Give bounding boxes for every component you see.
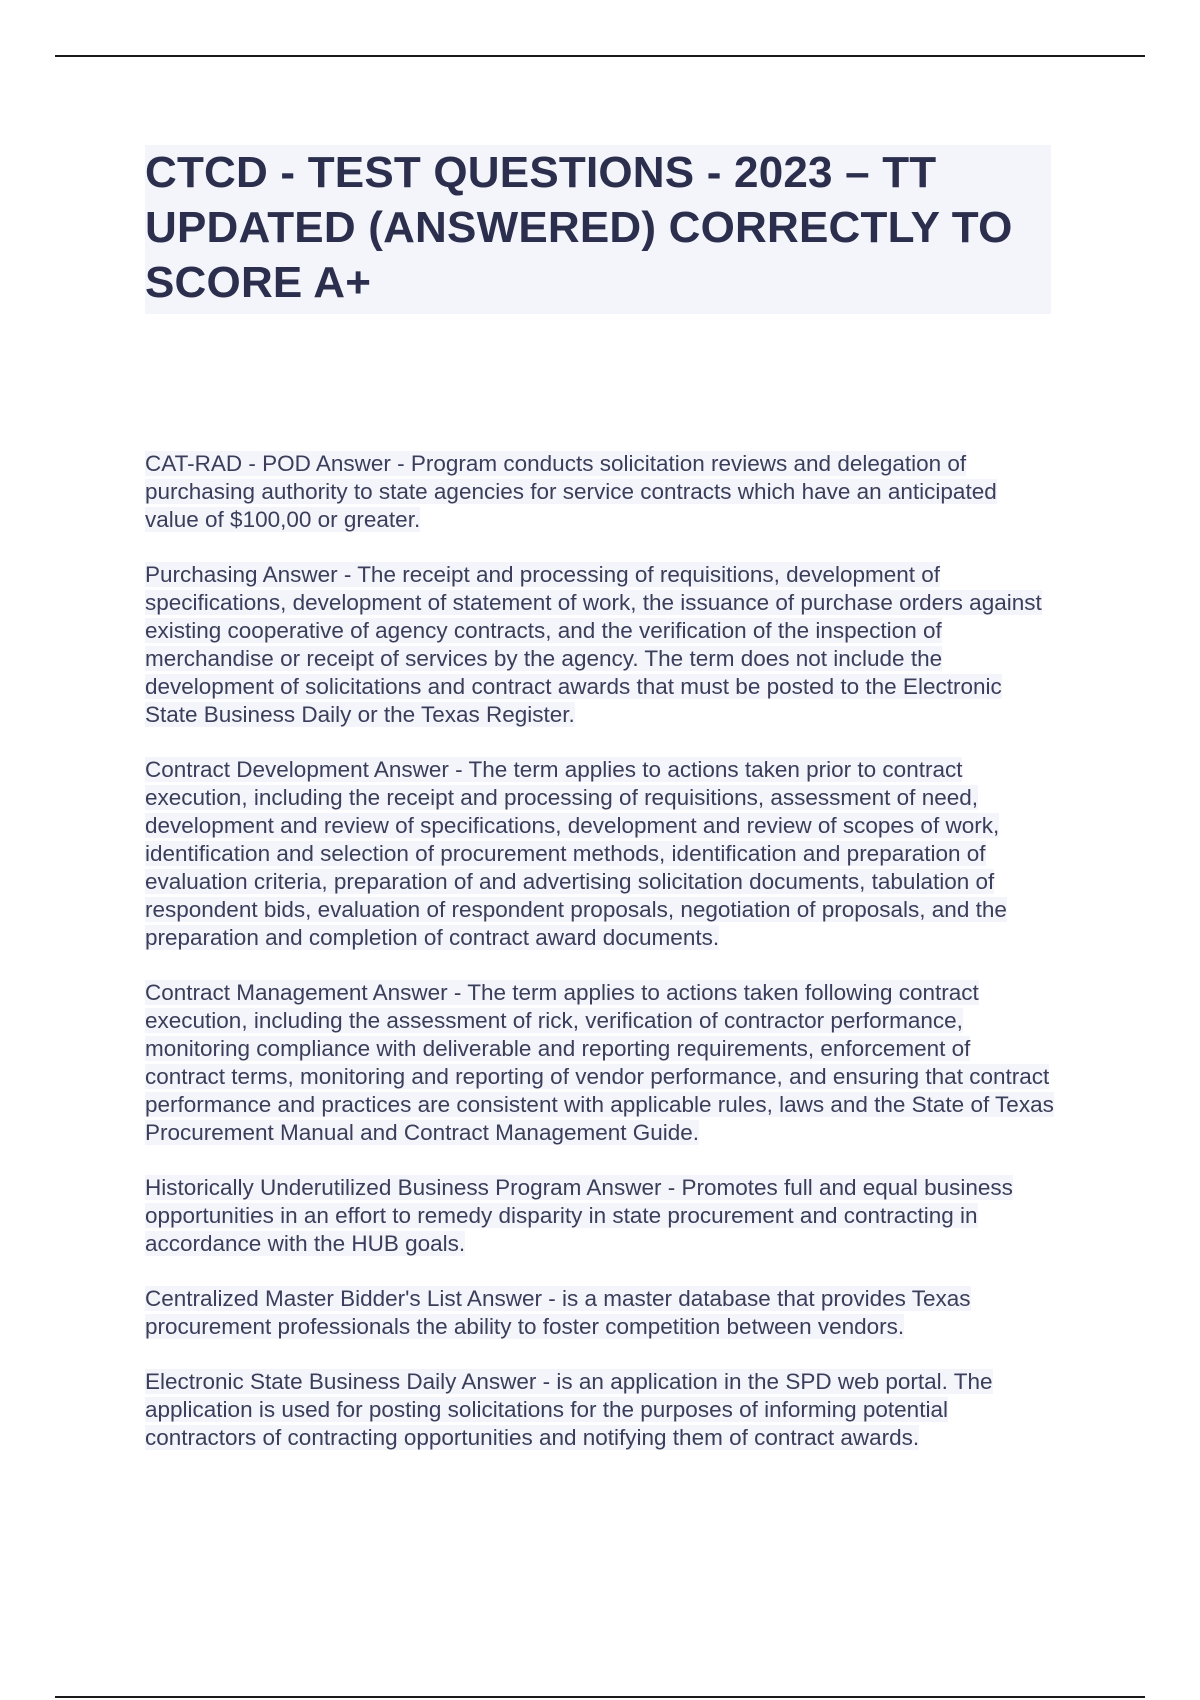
qa-entry-text: CAT-RAD - POD Answer - Program conducts solicitation reviews and delegation of purchasing authority to state agencies for service contracts which have an anticipated value of $100,00 or greater. — [145, 451, 997, 532]
qa-entry-cmbl — [145, 1285, 1055, 1341]
qa-entry-contract-management — [145, 979, 1055, 1147]
qa-entry-text: Historically Underutilized Business Program Answer - Promotes full and equal business opportunities in an effort to remedy disparity in state procurement and contracting in accordance with the HUB goals. — [145, 1175, 1013, 1256]
qa-entry-text: Electronic State Business Daily Answer - is an application in the SPD web portal. The application is used for posting solicitations for the purposes of informing potential contractors of contracting opportunities and notifying them of contract awards. — [145, 1369, 993, 1450]
qa-entries — [145, 450, 1055, 1479]
qa-entry-esbd — [145, 1368, 1055, 1452]
qa-entry-text: Contract Management Answer - The term applies to actions taken following contract execution, including the assessment of rick, verification of contractor performance, monitoring compliance with deliverable and reporting requirements, enforcement of contract terms, monitoring and reporting of vendor performance, and ensuring that contract performance and practices are consistent with applicable rules, laws and the State of Texas Procurement Manual and Contract Management Guide. — [145, 980, 1054, 1145]
document-title: CTCD - TEST QUESTIONS - 2023 – TT UPDATED (ANSWERED) CORRECTLY TO SCORE A+ — [145, 148, 1013, 307]
qa-entry-text: Centralized Master Bidder's List Answer - is a master database that provides Texas procurement professionals the ability to foster competition between vendors. — [145, 1286, 971, 1339]
qa-entry-text: Contract Development Answer - The term applies to actions taken prior to contract execution, including the receipt and processing of requisitions, assessment of need, development and review of specifications, development and review of scopes of work, identification and selection of procurement methods, identification and preparation of evaluation criteria, preparation of and advertising solicitation documents, tabulation of respondent bids, evaluation of respondent proposals, negotiation of proposals, and the preparation and completion of contract award documents. — [145, 757, 1007, 950]
top-divider — [55, 55, 1145, 57]
qa-entry-cat-rad — [145, 450, 1055, 534]
qa-entry-contract-development — [145, 756, 1055, 952]
qa-entry-purchasing — [145, 561, 1055, 729]
title-block — [145, 145, 1051, 314]
qa-entry-hub-program — [145, 1174, 1055, 1258]
qa-entry-text: Purchasing Answer - The receipt and processing of requisitions, development of specifications, development of statement of work, the issuance of purchase orders against existing cooperative of agency contracts, and the verification of the inspection of merchandise or receipt of services by the agency. The term does not include the development of solicitations and contract awards that must be posted to the Electronic State Business Daily or the Texas Register. — [145, 562, 1042, 727]
bottom-divider — [55, 1696, 1145, 1698]
